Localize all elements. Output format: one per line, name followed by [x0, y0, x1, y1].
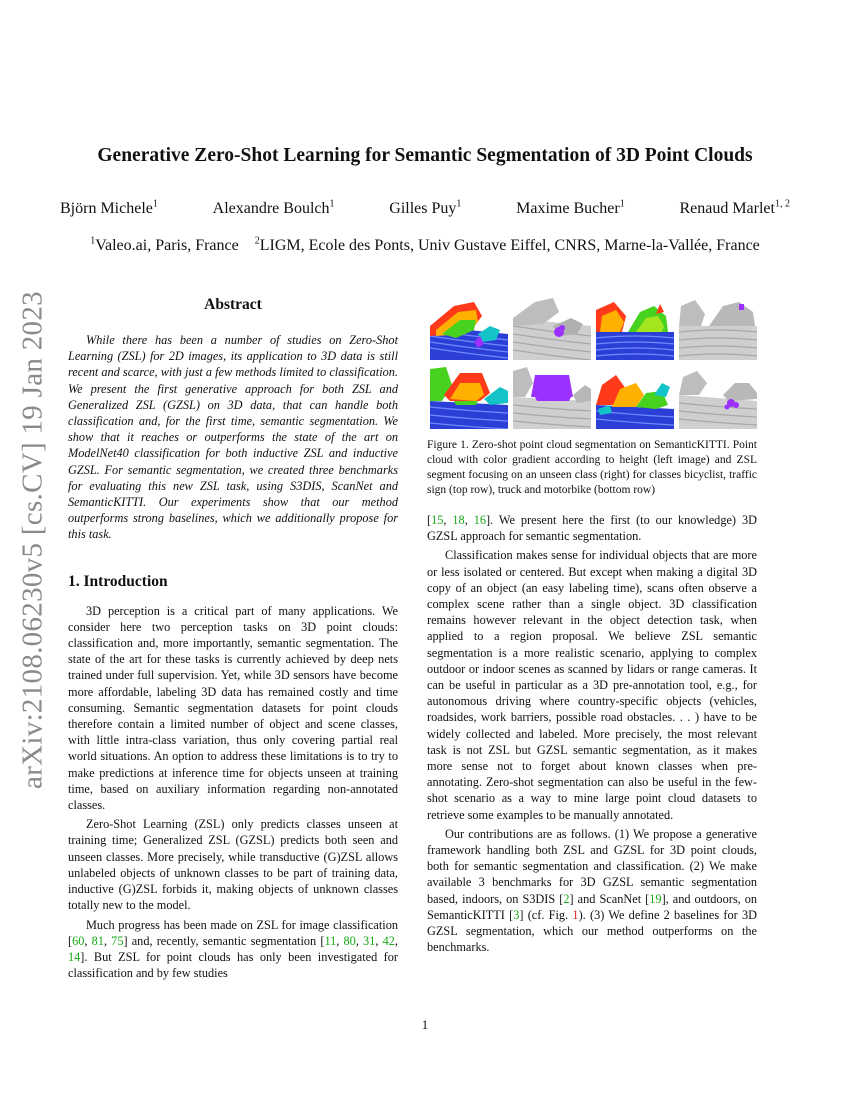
zsl-segment-image-truck	[513, 365, 591, 429]
citation-link[interactable]: 60	[72, 933, 85, 948]
affiliation-2: $^2$LIGM, Ecole des Ponts, Univ Gustave Eiffel, CNRS, Marne-la-Vallée, France	[254, 235, 760, 254]
arxiv-identifier: arXiv:2108.06230v5 [cs.CV] 19 Jan 2023	[16, 291, 49, 789]
figure-1-images	[430, 296, 757, 429]
affiliations	[0, 237, 850, 255]
zsl-segment-image-motorbike	[679, 365, 757, 429]
author-2: Alexandre Boulch$^1$	[212, 198, 335, 217]
author-3: Gilles Puy$^1$	[389, 198, 462, 217]
right-paragraph-2: Classification makes sense for individual objects that are more or less isolated or centered. But except when making a digital 3D copy of an object (an easy labeling time), scans often observe a complex scene rather than a single object. 3D classification remains however relevant in the object detection task, when applied to a region proposal. We believe ZSL semantic segmentation is a more realistic scenario, applying to complex outdoor or indoor scenes as scanned by lidars or range cameras. It can be useful in particular as a 3D pre-annotation tool, e.g., for autonomous driving where country-specific objects (vehicles, roadsides, work barriers, possible road obstacles. . . ) have to be widely collected and labeled. More precisely, the most relevant task is not ZSL but GZSL semantic segmentation, as it makes more sense not to forget about known classes when pre-annotating. Zero-shot segmentation can also be useful in the few-shot scenario as a way to mine large point cloud datasets to retrieve some examples to be manually annotated.	[427, 548, 757, 822]
point-cloud-height-image-bicyclist	[430, 296, 508, 360]
abstract-text: While there has been a number of studies on Zero-Shot Learning (ZSL) for 2D images, its application to 3D data is still recent and scarce, with just a few methods limited to classification. We present the first generative approach for both ZSL and Generalized ZSL (GZSL) on 3D data, that can handle both classification and, for the first time, semantic segmentation. We show that it reaches or outperforms the state of the art on ModelNet40 classification for both inductive ZSL and inductive GZSL. For semantic segmentation, we created three benchmarks for evaluating this new ZSL task, using S3DIS, ScanNet and SemanticKITTI. Our experiments show that our method outperforms strong baselines, which we additionally propose for this task.	[68, 333, 398, 542]
intro-paragraph-1: 3D perception is a critical part of many applications. We consider here two perception tasks on 3D point clouds: classification and, more importantly, semantic segmentation. The state of the art for these tasks is currently achieved by deep nets trained under full supervision. Yet, while 3D sensors have become more affordable, labeling 3D data has remained costly and time consuming. Semantic segmentation datasets for point clouds therefore contain a limited number of object and scene classes, with little intra-class variation, thus only covering partial real world situations. An option to address these limitations is to try to make predictions at inference time for objects unseen at training time, based on auxiliary information regarding non-annotated classes.	[68, 603, 398, 813]
point-cloud-height-image-truck	[430, 365, 508, 429]
author-5: Renaud Marlet$^{1, 2}$	[679, 198, 790, 217]
right-column	[427, 296, 757, 958]
citation-link[interactable]: 75	[111, 933, 124, 948]
point-cloud-height-image-traffic-sign	[596, 296, 674, 360]
figure-reference-link[interactable]: 1	[572, 907, 579, 922]
citation-link[interactable]: 11	[324, 933, 337, 948]
arxiv-sidebar	[8, 280, 58, 800]
citation-link[interactable]: 31	[363, 933, 376, 948]
author-list	[60, 200, 790, 218]
citation-link[interactable]: 14	[68, 949, 81, 964]
figure-1-caption: Figure 1. Zero-shot point cloud segmentation on SemanticKITTI. Point cloud with color gradient according to height (left image) and ZSL segment focusing on an unseen class (right) for classes bicyclist, traffic sign (top row), truck and motorbike (bottom row)	[427, 439, 757, 496]
citation-link[interactable]: 42	[382, 933, 395, 948]
citation-link[interactable]: 81	[91, 933, 104, 948]
paper-title: Generative Zero-Shot Learning for Semantic Segmentation of 3D Point Clouds	[97, 145, 753, 166]
intro-paragraph-3: Much progress has been made on ZSL for image classification [60, 81, 75] and, recently, semantic segmentation [11, 80, 31, 42, 14]. But ZSL for point clouds has only been investigated for classification and by few studies	[68, 917, 398, 981]
author-1: Björn Michele$^1$	[60, 198, 158, 217]
intro-paragraph-2: Zero-Shot Learning (ZSL) only predicts classes unseen at training time; Generalized ZSL (GZSL) predicts both seen and unseen classes. More precisely, while transductive (G)ZSL allows unlabeled objects of unknown classes to be part of training data, inductive (G)ZSL forbids it, making objects of unknown classes totally new to the model.	[68, 817, 398, 913]
citation-link[interactable]: 80	[343, 933, 356, 948]
abstract-heading: Abstract	[204, 296, 262, 313]
page-number: 1	[421, 1017, 429, 1032]
citation-link[interactable]: 18	[452, 513, 465, 527]
right-paragraph-3: Our contributions are as follows. (1) We propose a generative framework handling both ZSL and GZSL for 3D point clouds, both for semantic segmentation and classification. (2) We make available 3 benchmarks for 3D GZSL semantic segmentation based, indoors, on S3DIS [2] and ScanNet [19], and outdoors, on SemanticKITTI [3] (cf. Fig. 1). (3) We define 2 baselines for 3D GZSL segmentation, which our method outperforms on the benchmarks.	[427, 826, 758, 955]
citation-link[interactable]: 2	[563, 891, 570, 906]
citation-link[interactable]: 19	[649, 891, 662, 906]
citation-link[interactable]: 16	[473, 513, 486, 527]
point-cloud-height-image-motorbike	[596, 365, 674, 429]
left-column	[68, 296, 398, 984]
citation-link[interactable]: 3	[513, 907, 520, 922]
affiliation-1: $^1$Valeo.ai, Paris, France	[90, 235, 239, 254]
section-heading-introduction: 1. Introduction	[68, 572, 168, 590]
citation-link[interactable]: 15	[431, 513, 444, 527]
zsl-segment-image-traffic-sign	[679, 296, 757, 360]
author-4: Maxime Bucher$^1$	[516, 198, 625, 217]
zsl-segment-image-bicyclist	[513, 296, 591, 360]
right-paragraph-1: [15, 18, 16]. We present here the first (to our knowledge) 3D GZSL approach for semantic segmentation.	[427, 513, 757, 544]
